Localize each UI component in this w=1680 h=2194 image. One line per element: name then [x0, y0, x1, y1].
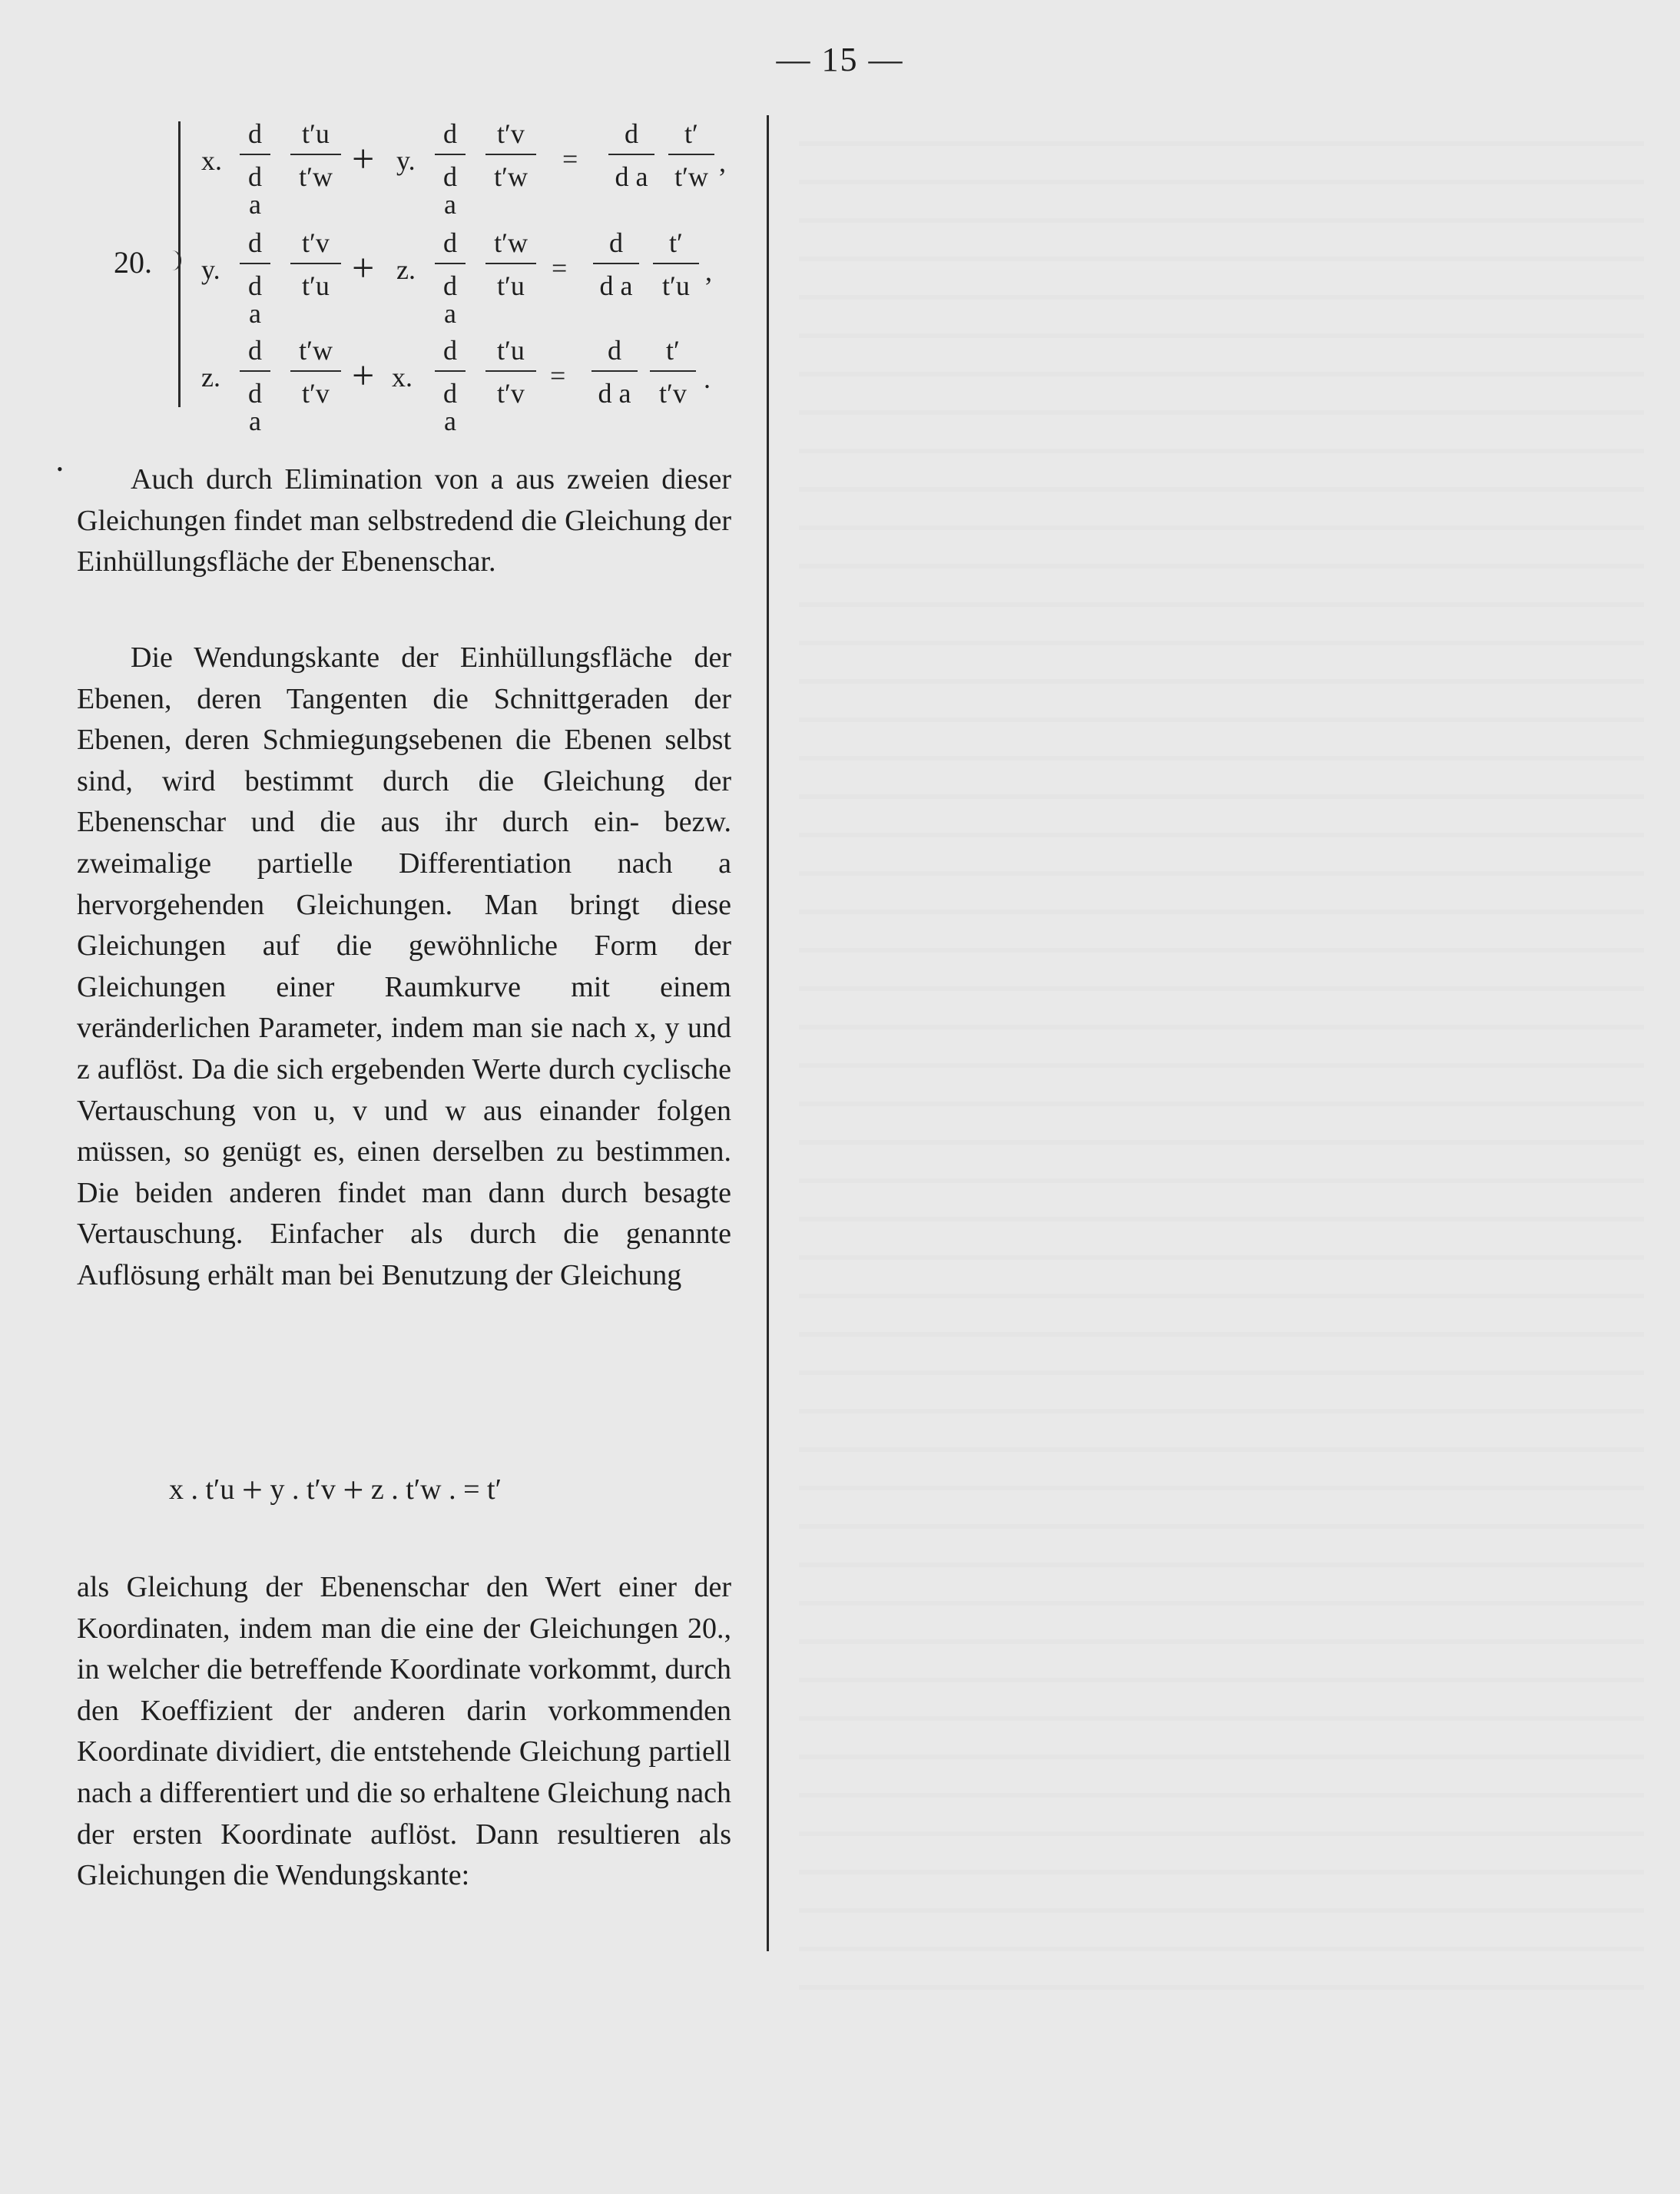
equation-row-3: [201, 332, 754, 436]
fraction-t: $\frac{t'u}{t'w}$: [290, 120, 341, 191]
fraction-d-da: $\frac{d}{\text{d a}}$: [240, 229, 270, 327]
margin-mark: •: [57, 459, 63, 479]
fraction-d-da: $\frac{d}{\text{d a}}$: [435, 336, 466, 435]
equals-sign: =: [552, 253, 568, 283]
plus-sign: +: [352, 247, 375, 290]
equals-sign: =: [550, 360, 566, 391]
fraction-t: $\frac{t'v}{t'w}$: [485, 120, 536, 191]
variable: z.: [396, 254, 416, 285]
equals-sign: =: [562, 144, 578, 174]
page-number: — 15 —: [776, 41, 904, 78]
variable: z.: [201, 362, 220, 393]
variable: x.: [392, 362, 413, 393]
fraction-d-da: $\frac{d}{\text{d a}}$: [435, 120, 466, 218]
paragraph-elimination: Auch durch Elimination von a aus zweien dieser Gleichungen findet man selbstredend die Gleichung der Einhüllungsfläche der Ebenenschar.: [77, 463, 731, 578]
punctuation: ,: [719, 147, 726, 177]
plus-sign: +: [352, 138, 375, 181]
variable: y.: [201, 254, 220, 285]
fraction-t: $\frac{t'}{t'v}$: [650, 336, 696, 407]
fraction-t: $\frac{t'u}{t'v}$: [485, 336, 536, 407]
variable: y.: [396, 145, 416, 176]
fraction-t: $\frac{t'v}{t'u}$: [290, 229, 341, 300]
fraction-d-da: $\frac{d}{\text{d a}}$: [593, 229, 639, 300]
fraction-d-da: $\frac{d}{\text{d a}}$: [435, 229, 466, 327]
punctuation: .: [704, 363, 711, 394]
plus-sign: +: [352, 354, 375, 398]
equation-row-2: [201, 224, 754, 329]
fraction-d-da: $\frac{d}{\text{d a}}$: [608, 120, 654, 191]
equation-system-20: [0, 0, 768, 436]
plane-family-equation: x . t′u + y . t′v + z . t′w . = t′: [169, 1470, 502, 1510]
fraction-t: $\frac{t'}{t'w}$: [668, 120, 714, 191]
bleed-through-background: [799, 108, 1644, 1990]
equation-number: 20.: [114, 245, 152, 280]
equation-row-1: [201, 115, 754, 220]
paragraph-coordinates: als Gleichung der Ebenenschar den Wert einer der Koordinaten, indem man die eine der Gleichungen 20., in welcher die betreffende Koordinate vorkommt, durch den Koeffizient der anderen darin vorkommenden Koordinate dividiert, die entstehende Gleichung partiell nach a differentiert und die so erhaltene Gleichung nach der ersten Koordinate auflöst. Dann resultieren als Gleichungen die Wendungskante:: [77, 1571, 731, 1892]
fraction-t: $\frac{t'w}{t'v}$: [290, 336, 341, 407]
fraction-d-da: $\frac{d}{\text{d a}}$: [591, 336, 638, 407]
paragraph-wendungskante: Die Wendungskante der Einhüllungsfläche der Ebenen, deren Tangenten die Schnittgeraden der Ebenen, deren Schmiegungsebenen die Ebenen selbst sind, wird bestimmt durch die Gleichung der Ebenenschar und die aus ihr durch ein- bezw. zweimalige partielle Differentiation nach a hervorgehenden Gleichungen. Man bringt diese Gleichungen auf die gewöhnliche Form der Gleichungen einer Raumkurve mit einem veränderlichen Parameter, indem man sie nach x, y und z auflöst. Da die sich ergebenden Werte durch cyclische Vertauschung von u, v und w aus einander folgen müssen, so genügt es, einen derselben zu bestimmen. Die beiden anderen findet man dann durch besagte Vertauschung. Einfacher als durch die genannte Auflösung erhält man bei Benutzung der Gleichung: [77, 641, 731, 1291]
fraction-t: $\frac{t'w}{t'u}$: [485, 229, 536, 300]
left-brace: [178, 121, 190, 407]
fraction-t: $\frac{t'}{t'u}$: [653, 229, 699, 300]
fraction-d-da: $\frac{d}{\text{d a}}$: [240, 336, 270, 435]
fraction-d-da: $\frac{d}{\text{d a}}$: [240, 120, 270, 218]
variable: x.: [201, 145, 222, 176]
punctuation: ,: [705, 256, 712, 287]
